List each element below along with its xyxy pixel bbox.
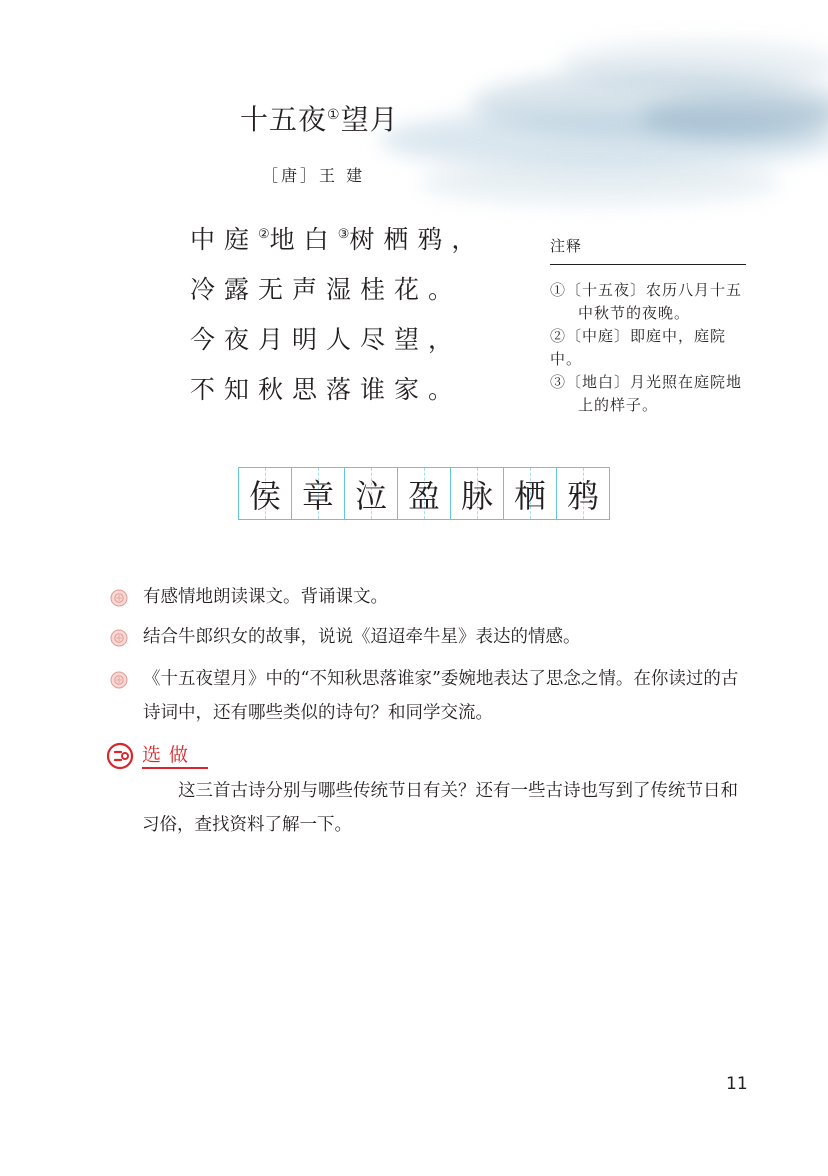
character-cell: 脉: [451, 468, 504, 519]
character-grid: [238, 467, 610, 520]
red-seal-icon: [110, 589, 128, 607]
red-seal-icon: [110, 629, 128, 647]
character-cell: 鸦: [557, 468, 609, 519]
poem-author: ［唐］王 建: [262, 166, 366, 185]
poem-line: 今夜月明人尽望，: [190, 325, 463, 354]
optional-text: 这三首古诗分别与哪些传统节日有关？还有一些古诗也写到了传统节日和习俗，查找资料了解一下。: [142, 781, 738, 835]
character-cell: 盈: [398, 468, 451, 519]
footnote-marker: ②: [258, 227, 270, 242]
optional-section-header: [106, 742, 208, 770]
notes-panel: [550, 234, 746, 417]
poem-line: 中庭②地白③树栖鸦，: [190, 225, 486, 254]
note-item: 中秋节的夜晚。: [578, 304, 691, 322]
red-seal-icon: [110, 671, 128, 689]
poem-line: 冷露无声湿桂花。: [190, 275, 463, 304]
character-cell: 栖: [504, 468, 557, 519]
exercise-item: 《十五夜望月》中的“不知秋思落谁家”委婉地表达了思念之情。在你读过的古诗词中，还有哪些类似的诗句？和同学交流。: [110, 662, 750, 730]
exercise-item: 有感情地朗读课文。背诵课文。: [110, 580, 750, 614]
optional-label: 选做: [142, 743, 208, 769]
page-number: 11: [726, 1074, 748, 1094]
character-cell: 章: [292, 468, 345, 519]
red-tool-icon: [106, 742, 134, 770]
poem-title: 十五夜①望月: [240, 103, 399, 136]
notes-title: 注释: [550, 234, 746, 265]
footnote-marker: ①: [327, 107, 341, 123]
note-item: 上的样子。: [578, 396, 659, 414]
poem-line: 不知秋思落谁家。: [190, 375, 463, 404]
exercise-item: 结合牛郎织女的故事，说说《迢迢牵牛星》表达的情感。: [110, 620, 750, 654]
note-item: ③〔地白〕月光照在庭院地: [550, 373, 743, 391]
note-item: ②〔中庭〕即庭中，庭院中。: [550, 327, 727, 368]
note-item: ①〔十五夜〕农历八月十五: [550, 281, 743, 299]
character-cell: 侯: [239, 468, 292, 519]
poem-body: [190, 218, 485, 418]
footnote-marker: ③: [337, 227, 350, 242]
character-cell: 泣: [345, 468, 398, 519]
